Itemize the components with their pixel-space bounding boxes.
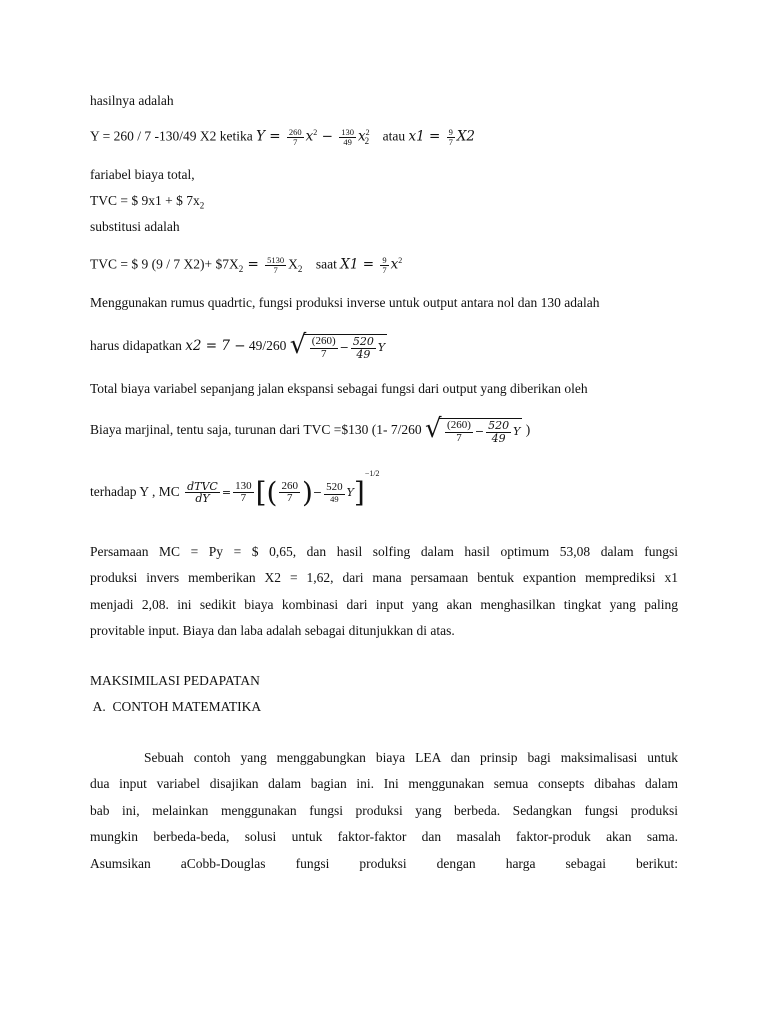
paragraph-contoh: Sebuah contoh yang menggabungkan biaya LEA dan prinsip bagi maksimalisasi untuk dua input variabel disajikan dalam bagian ini. Ini menggunakan semua consepts dibahas dalam bab ini, melainkan menggunakan fungsi produksi yang berbeda. Sedangkan fungsi produksi mungkin berbeda-beda, solusi untuk faktor-faktor dan masalah faktor-produk akan sama. Asumsikan aCobb-Douglas fungsi produksi dengan harga sebagai berikut:: [90, 750, 678, 871]
text-line-tvc: TVC = $ 9x1 + $ $7x_2$: [90, 193, 205, 211]
fraction: $\frac{260}{7}$: [288, 127, 302, 147]
equation-line-x2: harus didapatkan x2 = 7 − 49/260 √ $\frac{(260)}{7}$ − $\frac{520}{49}$ Y: [90, 330, 386, 361]
section-heading: MAKSIMILASI PEDAPATAN: [90, 673, 260, 688]
equation-line-tvc: TVC = $ 9 (9 / 7 $X2)+ \$7X_2$ = $\frac{5130}{7}$ $X_2$ saat X1 = $\frac{9}{7}$ $x^2$: [90, 255, 403, 275]
fraction: $\frac{9}{7}$: [382, 255, 387, 275]
fraction: $\frac{130}{49}$: [341, 127, 354, 147]
text-line: Total biaya variabel sepanjang jalan ekspansi sebagai fungsi dari output yang diberikan oleh: [90, 381, 588, 396]
equation-line-y: Y = 260 / 7 -130/49 X2 ketika Y = $\frac{260}{7}$ $x^2$ − $\frac{130}{49}$ $x^2_2$ atau x1 = $\frac{9}{7}$ X2: [90, 127, 476, 147]
text-line: Menggunakan rumus quadrtic, fungsi produksi inverse untuk output antara nol dan 130 adalah: [90, 295, 600, 310]
math-y: Y: [256, 128, 266, 145]
text-segment: Y = 260 / 7 -130/49 X2 ketika: [90, 128, 257, 144]
square-root: √ $\frac{(260)}{7}$ − $\frac{520}{49}$ Y: [289, 330, 386, 361]
fraction: $\frac{260}{7}$: [281, 479, 298, 505]
fraction: $\frac{5130}{7}$: [267, 255, 285, 275]
text-atau: atau: [382, 128, 406, 144]
fraction: $\frac{130}{7}$: [235, 479, 252, 505]
derivative-fraction: $\frac{\text{dTVC}}{dY}$: [187, 479, 218, 506]
square-root: √ $\frac{(260)}{7}$ − $\frac{520}{49}$ Y: [425, 414, 521, 445]
equation-line-marginal: Biaya marjinal, tentu saja, turunan dari TVC =$130 (1- 7/260 √ $\frac{(260)}{7}$ − $\frac{520}{49}$ Y ): [90, 414, 531, 445]
fraction: $\frac{9}{7}$: [448, 127, 453, 147]
fraction: $\frac{520}{49}$: [326, 481, 343, 504]
equation-line-mc: terhadap Y , MC $\frac{\text{dTVC}}{dY}$ = $\frac{130}{7}$ [( $\frac{260}{7}$ )− $\frac{520}{49}$ Y]$^{-1/2}$: [90, 469, 380, 509]
text-line: hasilnya adalah: [90, 93, 174, 108]
paragraph-persamaan: Persamaan MC = Py = $ 0,65, dan hasil solfing dalam hasil optimum 53,08 dalam fungsi produksi invers memberikan X2 = 1,62, dari mana persamaan bentuk expantion memprediksi x1 menjadi 2,08. ini sedikit biaya kombinasi dari input yang akan menghasilkan tingkat yang paling provitable input. Biaya dan laba adalah sebagai ditunjukkan di atas.: [90, 544, 678, 639]
text-line: fariabel biaya total,: [90, 167, 195, 182]
text-line: substitusi adalah: [90, 219, 180, 234]
subsection-heading: A. CONTOH MATEMATIKA: [90, 699, 262, 714]
